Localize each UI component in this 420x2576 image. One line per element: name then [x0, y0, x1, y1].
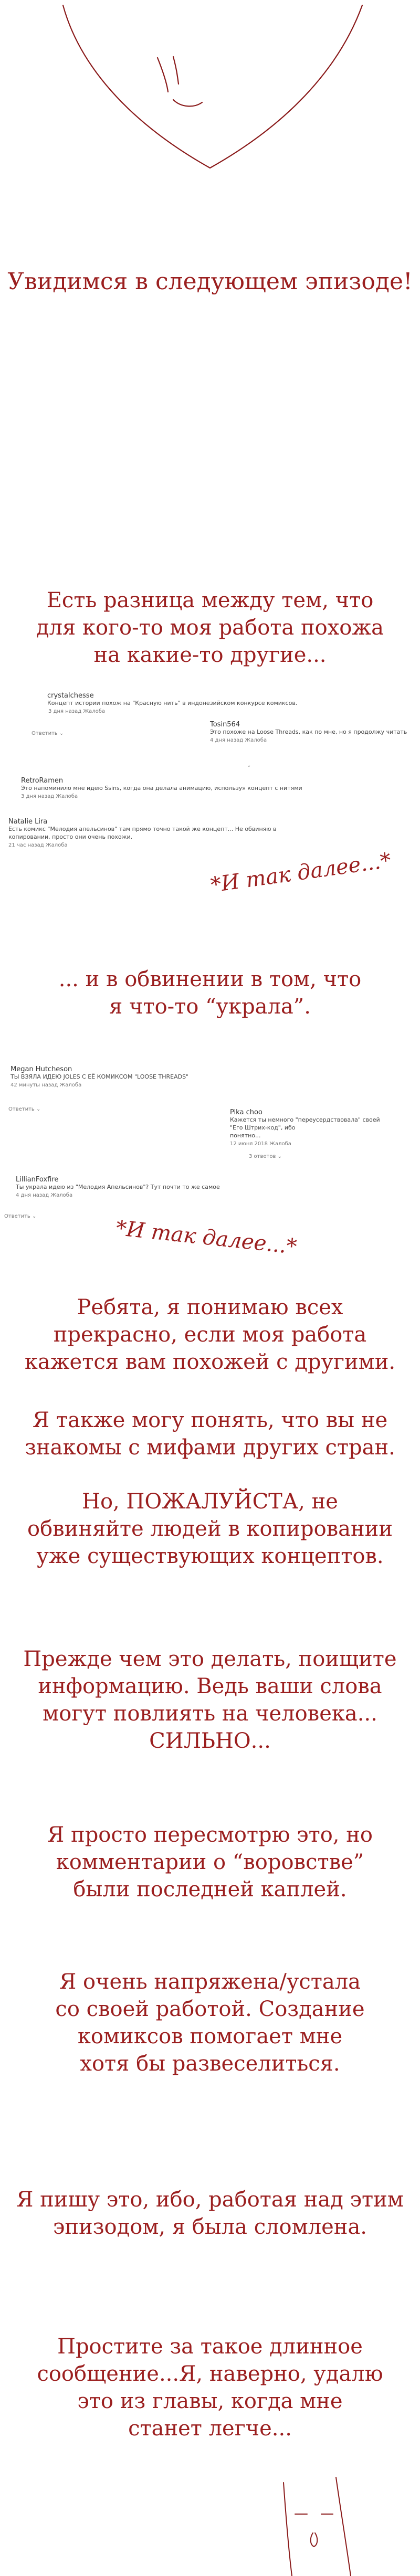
- paragraph-research: [0, 1645, 420, 1755]
- reply-link[interactable]: Ответить ⌄: [32, 731, 64, 736]
- and-so-on-label: *И так далее...*: [209, 848, 393, 898]
- comment-meta: 21 час назад Жалоба: [8, 842, 68, 848]
- heading-line: ... и в обвинении в том, что: [58, 967, 362, 991]
- comment-meta: 42 минуты назад Жалоба: [10, 1082, 82, 1088]
- paragraph-line: были последней каплей.: [73, 1877, 347, 1902]
- paragraph-line: обвиняйте людей в копировании: [27, 1517, 393, 1541]
- comment-author[interactable]: Natalie Lira: [8, 818, 48, 826]
- heading-line: Есть разница между тем, что: [46, 588, 374, 613]
- paragraph-line: Я пишу это, ибо, работая над этим: [16, 2188, 404, 2212]
- comment-body: Концепт истории похож на "Красную нить" в индонезийском конкурсе комиксов.: [47, 700, 298, 706]
- comment-card: [10, 1065, 326, 1088]
- paragraph-line: Простите за такое длинное: [57, 2335, 363, 2359]
- reply-link[interactable]: Ответить ⌄: [4, 1213, 37, 1219]
- paragraph-broken: [0, 2186, 420, 2241]
- paragraph-line: кажется вам похожей с другими.: [24, 1350, 396, 1374]
- expand-chevron-icon[interactable]: ⌄: [247, 763, 251, 768]
- paragraph-line: прекрасно, если моя работа: [53, 1323, 367, 1347]
- paragraph-line: комиксов помогает мне: [77, 2024, 343, 2049]
- paragraph-line: информацию. Ведь ваши слова: [38, 1674, 382, 1698]
- paragraph-line: комментарии о “воровстве”: [56, 1850, 364, 1874]
- replies-count-link[interactable]: 3 ответов ⌄: [249, 1154, 282, 1159]
- comment-author[interactable]: RetroRamen: [21, 777, 64, 785]
- comment-card: [21, 777, 388, 799]
- paragraph-myths: [0, 1407, 420, 1461]
- heart-drawing: [63, 5, 362, 168]
- comment-body: копировании, просто они очень похожи.: [8, 833, 133, 840]
- paragraph-line: это из главы, когда мне: [77, 2389, 343, 2413]
- paragraph-please: [0, 1488, 420, 1570]
- comment-card: [47, 692, 362, 714]
- comment-card: [16, 1176, 352, 1198]
- paragraph-line: станет легче...: [128, 2416, 292, 2441]
- and-so-on-label: *И так далее...*: [114, 1216, 298, 1259]
- heading-line: я что-то “украла”.: [109, 995, 311, 1019]
- comment-body: Это похоже на Loose Threads, как по мне, но я продолжу читать: [210, 729, 407, 735]
- reply-link[interactable]: Ответить ⌄: [8, 1106, 41, 1112]
- heading-line: для кого-то моя работа похожа: [36, 616, 384, 640]
- heading-line: на какие-то другие...: [93, 643, 327, 667]
- paragraph-line: Но, ПОЖАЛУЙСТА, не: [82, 1490, 338, 1514]
- sleepy-face-drawing: [284, 2477, 351, 2576]
- paragraph-line: Я очень напряжена/устала: [59, 1970, 361, 1994]
- paragraph-line: хотя бы развеселиться.: [80, 2052, 340, 2076]
- comment-author[interactable]: Tosin564: [210, 721, 240, 729]
- paragraph-understand: [0, 1294, 420, 1376]
- comment-meta: 4 дня назад Жалоба: [16, 1192, 73, 1198]
- comment-author[interactable]: LillianFoxfire: [16, 1176, 59, 1184]
- paragraph-line: уже существующих концептов.: [36, 1544, 384, 1568]
- paragraph-line: Прежде чем это делать, поищите: [23, 1647, 397, 1671]
- comment-meta: 3 дня назад Жалоба: [21, 793, 78, 799]
- comment-author[interactable]: Megan Hutcheson: [10, 1065, 72, 1073]
- comment-author[interactable]: crystalchesse: [47, 692, 94, 700]
- comment-meta: 4 дня назад Жалоба: [210, 737, 267, 743]
- comment-meta: 12 июня 2018 Жалоба: [230, 1141, 291, 1147]
- comment-body: Ты украла идею из "Мелодия Апельсинов"? Тут почти то же самое: [16, 1184, 220, 1190]
- comment-meta: 3 дня назад Жалоба: [48, 708, 106, 714]
- comment-body: Кажется ты немного "переусердствовала" своей: [230, 1116, 380, 1123]
- paragraph-line: эпизодом, я была сломлена.: [52, 2215, 368, 2239]
- paragraph-sorry: [0, 2333, 420, 2442]
- comment-card: [210, 721, 410, 743]
- paragraph-last-straw: [0, 1821, 420, 1903]
- paragraph-tired: [0, 1968, 420, 2077]
- paragraph-line: могут повлиять на человека...: [43, 1702, 377, 1726]
- similarity-heading: [0, 587, 420, 669]
- paragraph-line: Ребята, я понимаю всех: [77, 1295, 343, 1319]
- comment-body: Есть комикс "Мелодия апельсинов" там прямо точно такой же концепт... Не обвиняю в: [8, 826, 277, 832]
- paragraph-line: со своей работой. Создание: [55, 1997, 365, 2021]
- accusation-heading: [0, 966, 420, 1020]
- paragraph-line: знакомы с мифами других стран.: [25, 1435, 395, 1460]
- comment-author[interactable]: Pika choo: [230, 1108, 262, 1116]
- comment-body: понятно...: [230, 1132, 261, 1139]
- paragraph-line: сообщение...Я, наверно, удалю: [37, 2362, 383, 2386]
- comment-card: [8, 818, 386, 848]
- paragraph-line: СИЛЬНО...: [149, 1729, 271, 1753]
- page-title: Увидимся в следующем эпизоде!: [7, 268, 413, 295]
- comment-body: ТЫ ВЗЯЛА ИДЕЮ JOLES С ЕЁ КОМИКСОМ "LOOSE THREADS": [10, 1073, 189, 1080]
- comment-body: Это напоминило мне идею Ssins, когда она делала анимацию, используя концепт с нитями: [21, 785, 302, 791]
- paragraph-line: Я также могу понять, что вы не: [32, 1408, 388, 1432]
- comment-body: "Его Штрих-код", ибо: [230, 1124, 296, 1131]
- comment-card: [230, 1108, 419, 1147]
- paragraph-line: Я просто пересмотрю это, но: [47, 1823, 373, 1847]
